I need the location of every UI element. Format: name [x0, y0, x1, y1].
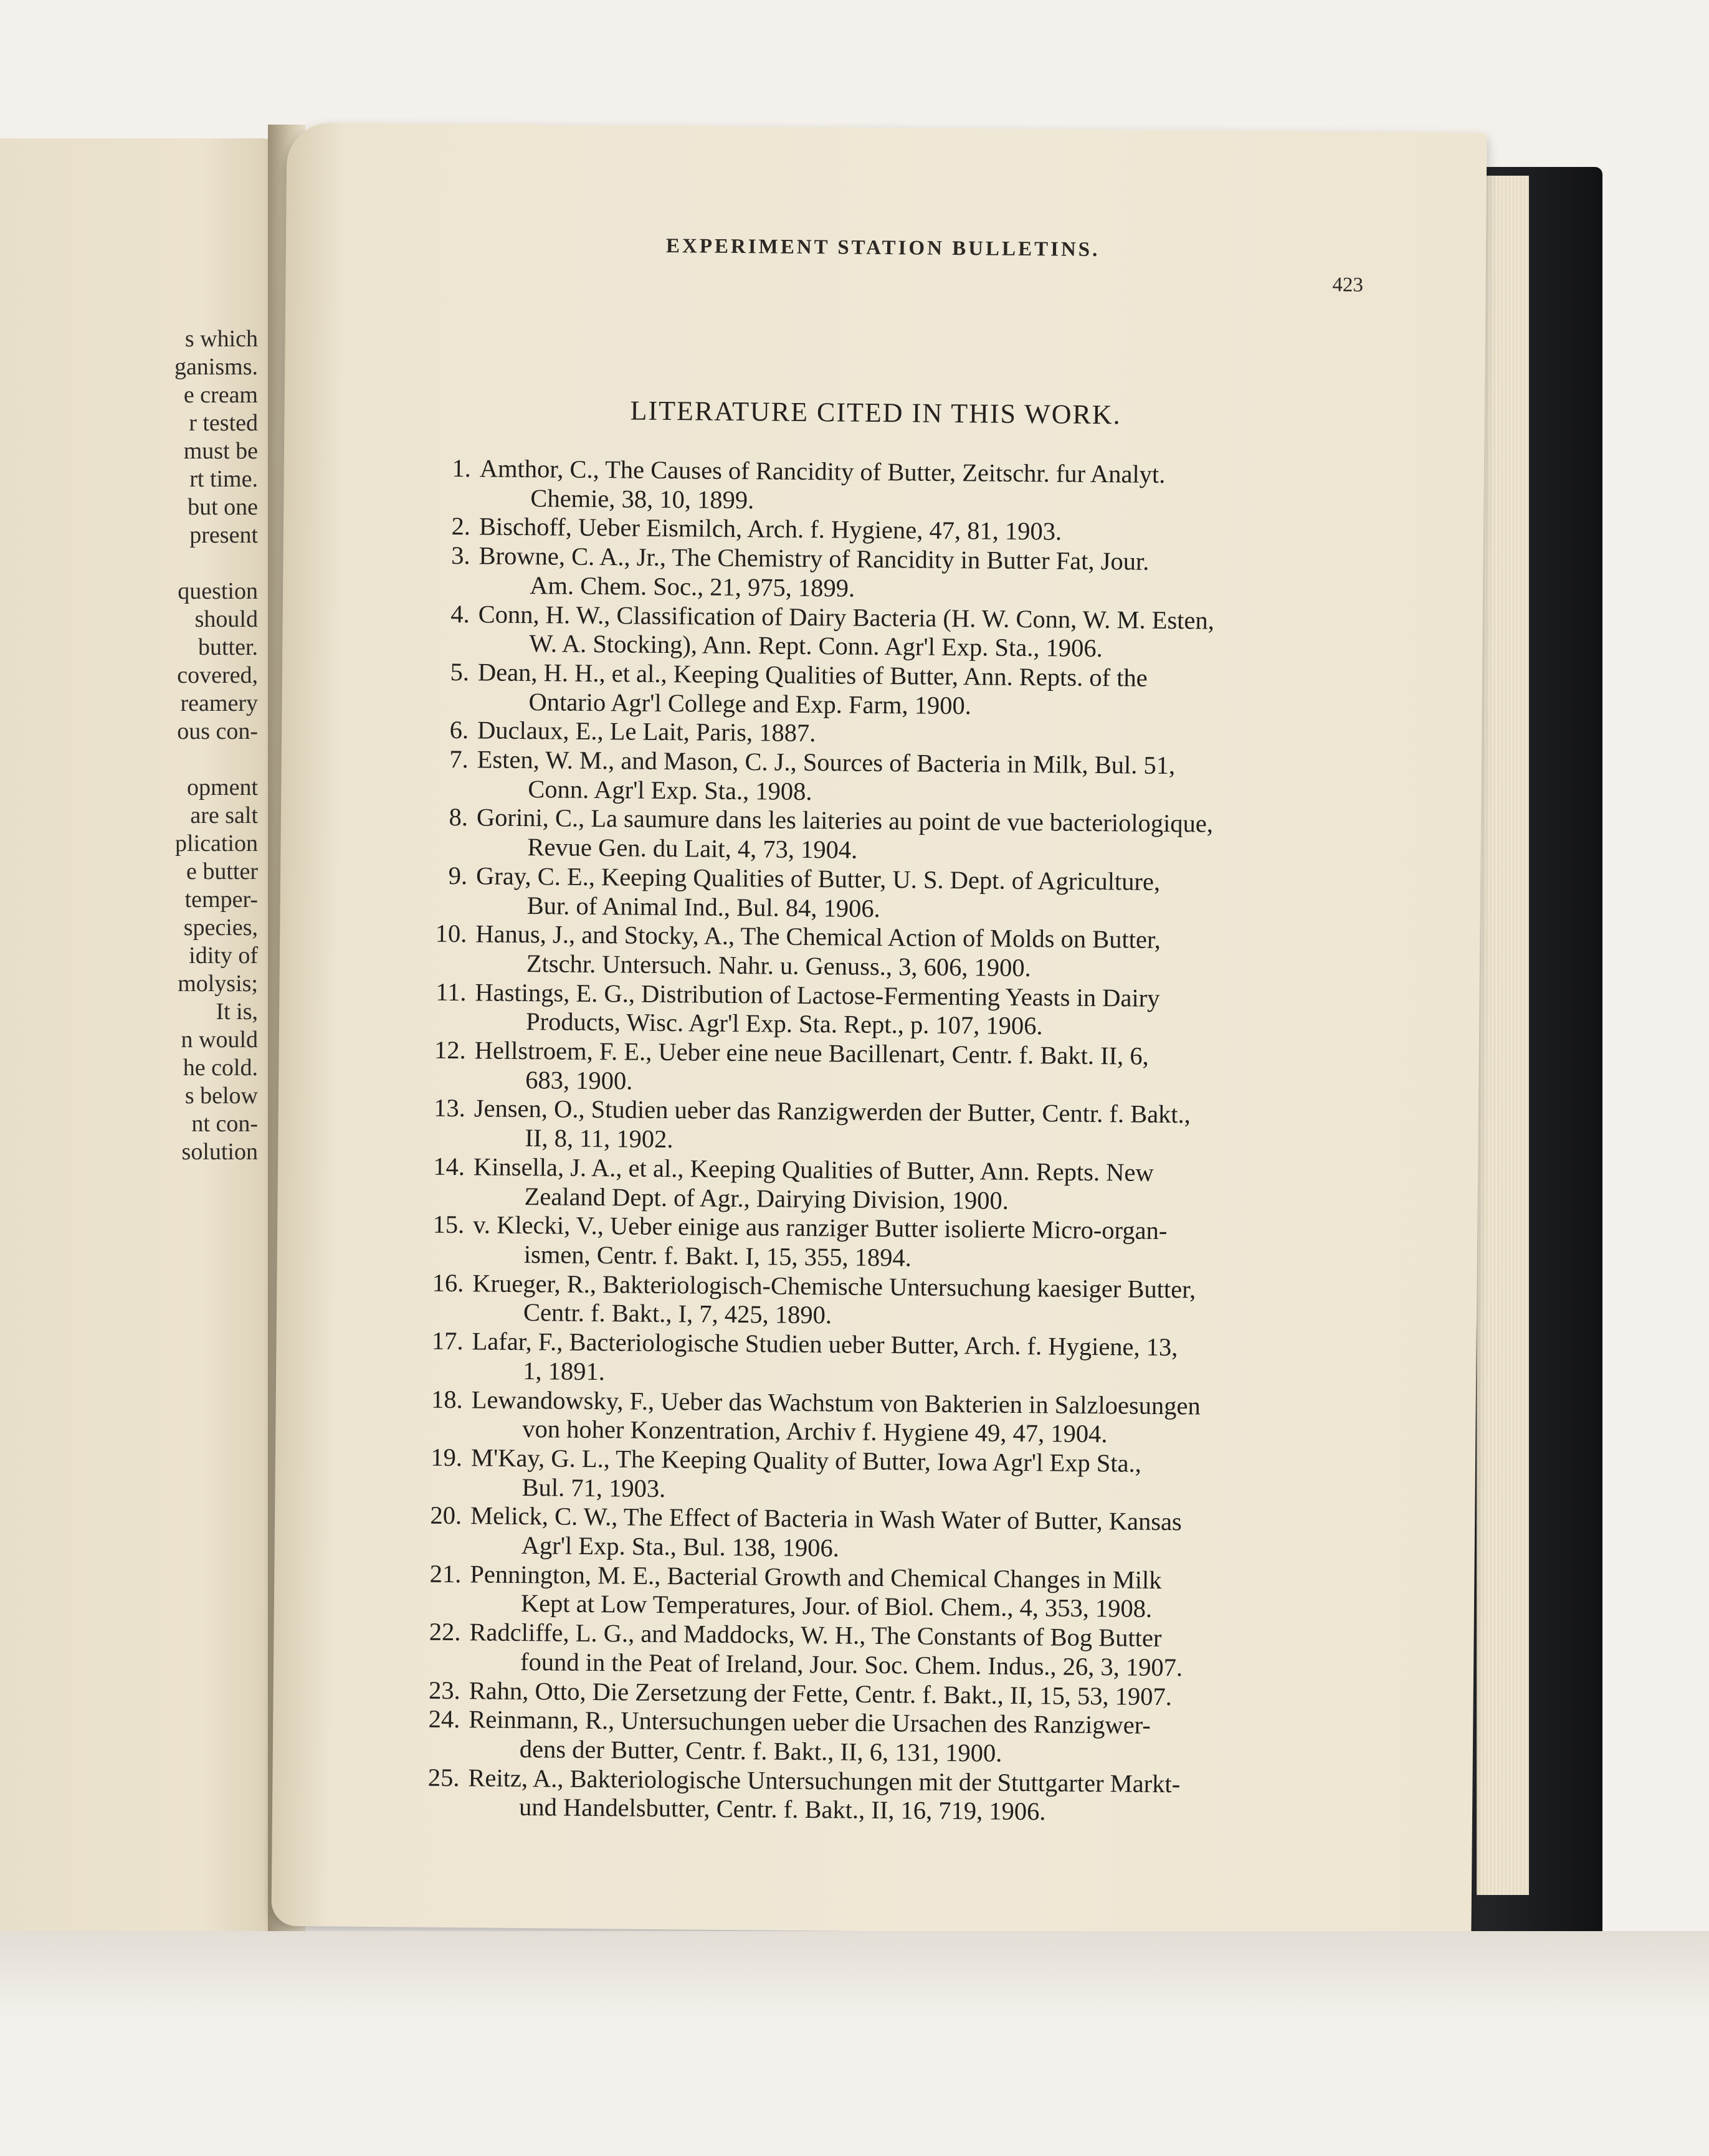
reference-text	[473, 1211, 1374, 1277]
reference-line-2: 683, 1900.	[525, 1065, 633, 1095]
reference-number: 9.	[448, 861, 468, 890]
reference-line-2: und Handelsbutter, Centr. f. Bakt., II, 16, 719, 1906.	[518, 1793, 1046, 1826]
reference-line-1: Jensen, O., Studien ueber das Ranzigwerden der Butter, Centr. f. Bakt.,	[474, 1094, 1191, 1129]
left-text-line: idity of	[189, 943, 258, 969]
reference-text	[477, 745, 1378, 811]
reference-text	[471, 1385, 1373, 1451]
reference-number: 25.	[427, 1763, 460, 1792]
reference-item	[419, 1385, 1373, 1451]
left-text-line: present	[189, 522, 258, 548]
reference-number: 14.	[433, 1152, 465, 1181]
reference-text	[476, 804, 1378, 870]
reference-line-2: Kept at Low Temperatures, Jour. of Biol. Chem., 4, 353, 1908.	[520, 1589, 1153, 1623]
left-text-line: s which	[184, 326, 258, 352]
reference-line-1: Gorini, C., La saumure dans les laiteries au point de vue bacteriologique,	[476, 803, 1214, 838]
reference-line-2: Am. Chem. Soc., 21, 975, 1899.	[530, 571, 855, 602]
reference-item	[423, 919, 1377, 986]
reference-number: 7.	[449, 744, 469, 774]
reference-number: 15.	[432, 1210, 465, 1239]
reference-text	[477, 658, 1379, 724]
reference-line-2: dens der Butter, Centr. f. Bakt., II, 6, 131, 1900.	[519, 1734, 1002, 1767]
reference-line-2: Chemie, 38, 10, 1899.	[530, 483, 755, 514]
reference-item	[427, 454, 1381, 521]
reference-text	[472, 1269, 1374, 1335]
left-text-line: plication	[175, 830, 258, 857]
reference-item	[418, 1443, 1372, 1509]
reference-item	[418, 1501, 1372, 1568]
reference-number: 20.	[430, 1501, 462, 1530]
left-text-line: question	[178, 578, 258, 604]
left-text-line: s below	[184, 1083, 258, 1109]
reference-line-1: v. Klecki, V., Ueber einige aus ranziger Butter isolierte Micro-organ-	[473, 1210, 1168, 1245]
running-head: EXPERIMENT STATION BULLETINS.	[665, 234, 1100, 262]
reference-text	[470, 1443, 1372, 1509]
reference-line-1: Esten, W. M., and Mason, C. J., Sources of Bacteria in Milk, Bul. 51,	[477, 745, 1176, 780]
reference-number: 24.	[428, 1704, 460, 1734]
reference-line-1: Amthor, C., The Causes of Rancidity of Butter, Zeitschr. fur Analyt.	[479, 454, 1166, 488]
reference-item	[416, 1763, 1369, 1830]
reference-line-2: Products, Wisc. Agr'l Exp. Sta. Rept., p. 107, 1906.	[525, 1007, 1043, 1040]
left-page	[0, 138, 287, 1932]
left-text-line: species,	[183, 914, 258, 941]
reference-number: 21.	[429, 1559, 462, 1588]
reference-text	[475, 920, 1377, 986]
reference-line-1: Bischoff, Ueber Eismilch, Arch. f. Hygiene, 47, 81, 1903.	[478, 512, 1062, 546]
reference-item	[417, 1618, 1371, 1684]
reference-line-2: found in the Peat of Ireland, Jour. Soc. Chem. Indus., 26, 3, 1907.	[520, 1647, 1183, 1682]
page-edges	[1477, 176, 1529, 1895]
reference-number: 6.	[449, 716, 469, 744]
reference-line-1: Hanus, J., and Stocky, A., The Chemical Action of Molds on Butter,	[475, 919, 1161, 954]
reference-item	[425, 658, 1379, 724]
reference-text	[479, 454, 1381, 520]
reference-line-1: Browne, C. A., Jr., The Chemistry of Rancidity in Butter Fat, Jour.	[478, 541, 1150, 576]
reference-number: 3.	[451, 541, 470, 570]
reference-item	[421, 1094, 1375, 1161]
reference-line-1: Lafar, F., Bacteriologische Studien ueber Butter, Arch. f. Hygiene, 13,	[472, 1327, 1178, 1362]
reference-number: 23.	[428, 1676, 460, 1704]
left-text-line: rt time.	[189, 466, 258, 492]
table-surface	[0, 1931, 1709, 2156]
reference-item	[422, 977, 1376, 1044]
left-text-line	[0, 746, 258, 774]
left-text-line: covered,	[177, 662, 258, 688]
reference-line-1: Radcliffe, L. G., and Maddocks, W. H., The Constants of Bog Butter	[469, 1618, 1162, 1653]
reference-text	[468, 1764, 1369, 1830]
reference-item	[420, 1268, 1374, 1335]
left-text-line: nt con-	[191, 1111, 258, 1137]
reference-text	[473, 1152, 1374, 1218]
reference-item	[426, 599, 1379, 666]
left-text-line	[0, 549, 258, 577]
reference-text	[478, 541, 1380, 607]
reference-line-2: II, 8, 11, 1902.	[525, 1124, 674, 1154]
reference-item	[421, 1210, 1374, 1277]
reference-line-1: Hastings, E. G., Distribution of Lactose-Fermenting Yeasts in Dairy	[475, 977, 1160, 1012]
reference-text	[474, 1095, 1375, 1161]
left-text-line: solution	[181, 1139, 258, 1165]
reference-line-1: Reinmann, R., Untersuchungen ueber die Ursachen des Ranzigwer-	[469, 1705, 1151, 1740]
left-text-line: he cold.	[183, 1055, 258, 1081]
left-text-line: opment	[187, 774, 258, 800]
left-page-text	[0, 325, 258, 1166]
page-number: 423	[1332, 273, 1364, 297]
reference-line-1: Reitz, A., Bakteriologische Untersuchungen mit der Stuttgarter Markt-	[468, 1763, 1181, 1798]
reference-number: 10.	[435, 919, 467, 948]
reference-line-2: Bul. 71, 1903.	[521, 1473, 666, 1503]
reference-text	[476, 862, 1378, 928]
reference-line-1: Melick, C. W., The Effect of Bacteria in Wash Water of Butter, Kansas	[470, 1501, 1183, 1536]
reference-text	[474, 1036, 1376, 1102]
reference-line-2: Bur. of Animal Ind., Bul. 84, 1906.	[526, 891, 880, 923]
reference-line-2: Ztschr. Untersuch. Nahr. u. Genuss., 3, 606, 1900.	[526, 949, 1031, 982]
reference-text	[470, 1560, 1371, 1626]
left-text-line: It is,	[216, 999, 258, 1025]
left-text-line: are salt	[190, 802, 258, 829]
reference-number: 17.	[431, 1326, 464, 1356]
left-text-line: e butter	[186, 858, 258, 885]
reference-line-2: Agr'l Exp. Sta., Bul. 138, 1906.	[521, 1531, 840, 1562]
left-text-line: ganisms.	[174, 354, 258, 380]
reference-number: 8.	[449, 803, 469, 832]
reference-line-1: Duclaux, E., Le Lait, Paris, 1887.	[477, 716, 816, 748]
reference-text	[475, 978, 1376, 1044]
left-text-line: ous con-	[177, 718, 258, 744]
reference-number: 1.	[452, 454, 472, 483]
left-text-line: must be	[183, 438, 258, 464]
left-text-line: butter.	[198, 634, 258, 660]
left-text-line: n would	[181, 1027, 258, 1053]
reference-line-2: ismen, Centr. f. Bakt. I, 15, 355, 1894.	[523, 1240, 912, 1272]
reference-item	[419, 1327, 1373, 1394]
reference-line-1: Dean, H. H., et al., Keeping Qualities of Butter, Ann. Repts. of the	[477, 658, 1148, 692]
reference-line-2: Zealand Dept. of Agr., Dairying Division, 1900.	[524, 1182, 1009, 1215]
reference-number: 22.	[429, 1617, 461, 1646]
right-page	[271, 123, 1487, 1937]
reference-line-1: Gray, C. E., Keeping Qualities of Butter, U. S. Dept. of Agriculture,	[475, 862, 1161, 896]
reference-number: 13.	[434, 1094, 466, 1123]
left-text-line: but one	[188, 494, 258, 520]
reference-number: 2.	[451, 512, 471, 541]
reference-line-1: Hellstroem, F. E., Ueber eine neue Bacillenart, Centr. f. Bakt. II, 6,	[474, 1036, 1149, 1070]
reference-item	[421, 1152, 1374, 1218]
reference-text	[469, 1706, 1370, 1772]
left-text-line: reamery	[180, 690, 258, 716]
reference-item	[422, 1036, 1376, 1103]
left-text-line: r tested	[189, 410, 258, 436]
reference-item	[424, 745, 1378, 812]
reference-item	[417, 1559, 1371, 1626]
left-text-line: temper-	[184, 886, 258, 913]
reference-text	[469, 1618, 1371, 1684]
reference-item	[424, 803, 1378, 870]
reference-line-2: W. A. Stocking), Ann. Rept. Conn. Agr'l Exp. Sta., 1906.	[529, 629, 1103, 663]
reference-line-2: 1, 1891.	[523, 1356, 606, 1385]
reference-number: 11.	[436, 977, 467, 1006]
reference-number: 5.	[450, 657, 470, 686]
left-text-line: e cream	[183, 382, 258, 408]
reference-line-1: Pennington, M. E., Bacterial Growth and Chemical Changes in Milk	[470, 1560, 1162, 1594]
reference-line-1: Conn, H. W., Classification of Dairy Bacteria (H. W. Conn, W. M. Esten,	[478, 599, 1215, 635]
reference-item	[424, 861, 1378, 928]
reference-number: 4.	[450, 599, 470, 628]
reference-line-1: Kinsella, J. A., et al., Keeping Qualities of Butter, Ann. Repts. New	[473, 1152, 1154, 1187]
left-text-line: molysis;	[178, 971, 258, 997]
reference-line-2: Conn. Agr'l Exp. Sta., 1908.	[528, 774, 812, 805]
reference-number: 18.	[431, 1385, 463, 1413]
reference-item	[416, 1705, 1370, 1772]
reference-line-1: M'Kay, G. L., The Keeping Quality of Butter, Iowa Agr'l Exp Sta.,	[470, 1443, 1142, 1478]
reference-line-2: Revue Gen. du Lait, 4, 73, 1904.	[527, 833, 858, 864]
left-text-line: should	[194, 606, 258, 632]
reference-number: 19.	[431, 1443, 463, 1472]
reference-number: 16.	[432, 1268, 464, 1297]
reference-text	[472, 1327, 1373, 1393]
reference-list	[416, 454, 1381, 1830]
reference-line-2: von hoher Konzentration, Archiv f. Hygiene 49, 47, 1904.	[522, 1415, 1108, 1448]
section-title: LITERATURE CITED IN THIS WORK.	[630, 395, 1121, 430]
reference-text	[478, 600, 1379, 666]
reference-number: 12.	[434, 1035, 466, 1065]
reference-item	[426, 541, 1380, 608]
reference-line-1: Krueger, R., Bakteriologisch-Chemische Untersuchung kaesiger Butter,	[472, 1269, 1196, 1304]
reference-line-2: Ontario Agr'l College and Exp. Farm, 1900.	[528, 687, 972, 719]
reference-line-1: Rahn, Otto, Die Zersetzung der Fette, Centr. f. Bakt., II, 15, 53, 1907.	[469, 1676, 1173, 1711]
reference-line-1: Lewandowsky, F., Ueber das Wachstum von Bakterien in Salzloesungen	[471, 1385, 1201, 1420]
reference-line-2: Centr. f. Bakt., I, 7, 425, 1890.	[523, 1298, 832, 1329]
reference-text	[470, 1502, 1372, 1568]
